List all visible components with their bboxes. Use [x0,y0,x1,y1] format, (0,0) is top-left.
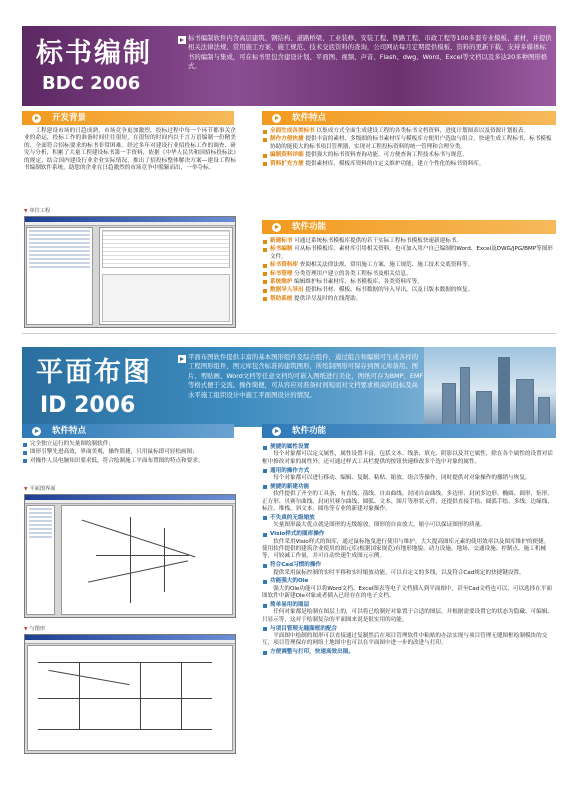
list-item: 通用的操作方式 每个对象都可以进行移动、编辑、复制、粘贴、缩放、组合等操作，同时提供对对象操作的撤销与恢复。 [262,468,554,483]
section-title: 开发背景 [52,113,87,123]
arrow-icon [32,427,41,436]
section-divider [22,333,556,334]
list-item: 标书管理 分类管理用户建立的各类工程标书及相关信息。 [262,271,554,278]
arrow-icon [272,223,281,232]
arrow-icon [272,427,281,436]
arrow-icon [272,114,281,123]
arrow-icon [178,355,186,363]
pm-functions-header [262,424,556,438]
dev-background-text: 工程建设市场的日趋成熟，市场竞争更加激烈，投标过程中每一个环节都事关企业的命运，投标工作的准备时间往往很短，在很短的时间内以千言万语编制一份精美的、全面符合招标要求的标书非常困难。经过多年对建设行业招投标工作的调查、研究与分析，积累了大量工程建设标书第一手资料，依据《中华人民共和国招标投标法》的规定，结合国内建设行业企业实际情况，推出了招投标整体解决方案—建设工程标书编制软件系统，助您的企业在日趋激烈的市场竞争中脱颖而出，一举夺标。 [24,128,236,171]
section-title: 软件功能 [292,222,327,232]
list-item: 完全独立运行的矢量图绘制软件； [22,441,236,448]
list-item: 数据导入导出 提供标书材、模板、标书数据的导入导出，以及日版本数据的恢复。 [262,287,554,294]
bdc-title: 标书编制 [36,38,152,69]
screenshot-caption: ▼ 与图形 [24,626,45,633]
bdc-description: 标书编制软件内含高层建筑、钢结构、道路桥梁、工业装修、安装工程、铁路工程、市政工程等100多套专业模板、素材，并提供相关法律法规、常用施工方案、施工规范、技术交底资料的查询，公司网站每月定期提供模板、资料的更新下载，支持多媒体标书的编制与集成，可在标书里包含建设计划、平面图、视频、声音、Flash、dwg、Word、Excel等文档以及多达20多种图形格式。 [188,34,552,71]
list-item: 方便调整与打印，快速高效出图。 [262,649,554,656]
list-item: 不失真的无级缩放 矢量图形最大优点就是图形的无级缩放，图形的自由放大、缩小可以保证图形的质量。 [262,515,554,530]
dev-background-header [22,111,234,125]
list-item: 编制资料详细 提供强大的标书资料查询功能，可方便查询工程技术标书与规范。 [262,152,554,159]
city-skyline-image [424,347,556,427]
screenshot-caption: ▼ 平面图界面 [24,486,55,493]
arrow-icon [32,114,41,123]
list-item: 帮助系统 提供详尽及时的在线帮助。 [262,296,554,303]
list-item: 全面生成各类标书 以集成方式全面生成建设工程的各类标书文档资料，进度计划图表以及资源计划报表。 [262,128,554,135]
list-item: 简单易用的图层 任何对象都是绘制在图层上的，可以将已绘制好对象置于合适的图层，并根据需要设置它的状态为隐藏、可编辑、只显示等，这对于绘制复杂的平面图来说是很实用的功能。 [262,602,553,623]
section-title: 软件特点 [52,426,87,436]
list-item: 标书编制 可从标书模板库、素材库引用相关资料，也可加入用户自己编制的Word、Excel及DWG/JPG/BMP等图形文件。 [262,246,554,261]
pm-screenshot-drawing [24,634,236,754]
bdc-functions-header [262,220,556,234]
bdc-subtitle: BDC 2006 [42,73,141,94]
bdc-features-list [262,128,554,169]
arrow-icon [178,36,186,44]
section-title: 软件特点 [292,113,327,123]
list-item: 便捷的属性设置 每个对象都可以定义属性，属性设置丰富，包括文本、线条、填充、阴影以及其它属性，除在各个属性的设置对话框中修改对象的属性外，还可通过样式工具栏提供的按钮快速修改多个选中对象的属性。 [262,444,553,465]
list-item: 功能强大的Ole 强大的Ole功能可以将Word文档、Excel图表等电子文档插入到平面图中，甚至Cad文档也可以，可以选择在平面图软件中新建Ole对象或者插入已经存在的电子文档。 [262,578,553,600]
bdc-functions-list [262,238,554,304]
bdc-screenshot [24,216,236,328]
section-title: 软件功能 [292,426,327,436]
list-item: Visio样式的图库操作 软件采用Visio样式的图库，通过鼠标拖曳进行使用与维护。大大提高图库元素的使用效率以及图库维护的便捷。使用软件提供的建筑企业使用的图元库(根据国家规范)有地形地貌、动力设施、地场、交通设施、控制点、施工机械等，可较减工作量，并可自动快速生成图元示例。 [262,531,554,561]
pm-functions-list [262,444,554,657]
pm-description: 平面布图软件提供丰富的基本图形组件及综合组件，通过组合和编辑可生成各样的工程图形组件，图元库包含标准的建筑图形，所绘制图形可保存到图元库备用。图片、剪贴画、Word文档等任意文档均可嵌入图纸进行美化，图纸可存为BMP、EMF等格式便于交流。操作简便，可从容应对准备时间短而对文档要求极高的投标及高水平施工组织设计中施工平面图设计的情况。 [188,353,424,399]
list-item: 图形引擎先进高效，界面美观，操作简捷，只用鼠标即可轻松画图； [22,449,236,456]
pm-screenshot-main [24,494,236,618]
list-item: 便捷的新建功能 软件提供了齐全的工具条，有直线、箭线、自由曲线、封闭自由曲线、多边形、封闭多边形、椭圆、圆形、矩形、正方形、贝赛尔曲线、封闭贝赛尔曲线、圆弧、文本、图片等形状元件，还提供直接手绘、圆弧手绘、多线、边缘线、标注、堆栈、斜文本、圆角等专业的新建对象操作。 [262,483,553,512]
list-item: 与项目管理无缝图框的配合 平面图中绘制的图形可以直接通过复制然后在项目管理软件中粘贴的办法实现与项目管理无缝图框绘制模块的交互，项目管理保存的网络土地图中也可以在平面图中进一步的改进与打印。 [262,626,554,648]
pm-banner [22,347,556,427]
list-item: 系统维护 编辑维护标书素材库、标书模板库、各类资料库等。 [262,279,554,286]
list-item: 资料扩充方便 提供素材库、模板库资料的自定义维护功能，建立个性化的标书资料库。 [262,161,554,168]
list-item: 新建标书 可通过系统标书模板库提供的若干实际工程标书模板快速新建标书。 [262,238,554,245]
bdc-features-header [262,111,556,125]
list-item: 制作方便快捷 提供丰富的素材、多级细的标书素材库与模板库方便用户选取与组合，快速生成工程标书，标书模板协助的能使大的标书项目管理器，实现对工程投标资料的统一管理和合理分类。 [262,136,554,151]
bdc-banner [22,26,556,106]
list-item: 符合Cad习惯的操作 提供采用鼠标控制的实时平移和实时缩放功能，可以自定义的多线，以及符合Cad规定的快捷键设置。 [262,562,554,577]
pm-title: 平面布图 [36,357,152,388]
pm-features-header [22,424,234,438]
pm-subtitle: ID 2006 [40,393,136,418]
list-item: 标书资料库 查阅相关法律法规、常用施工方案、施工规范、施工技术交底资料等。 [262,262,554,269]
screenshot-caption: ▼ 单位工程 [24,208,50,215]
list-item: 对操作人员电脑知识要求低，符合绘制施工平面布置图的特点和要求。 [22,458,236,465]
pm-features-list [22,441,236,466]
